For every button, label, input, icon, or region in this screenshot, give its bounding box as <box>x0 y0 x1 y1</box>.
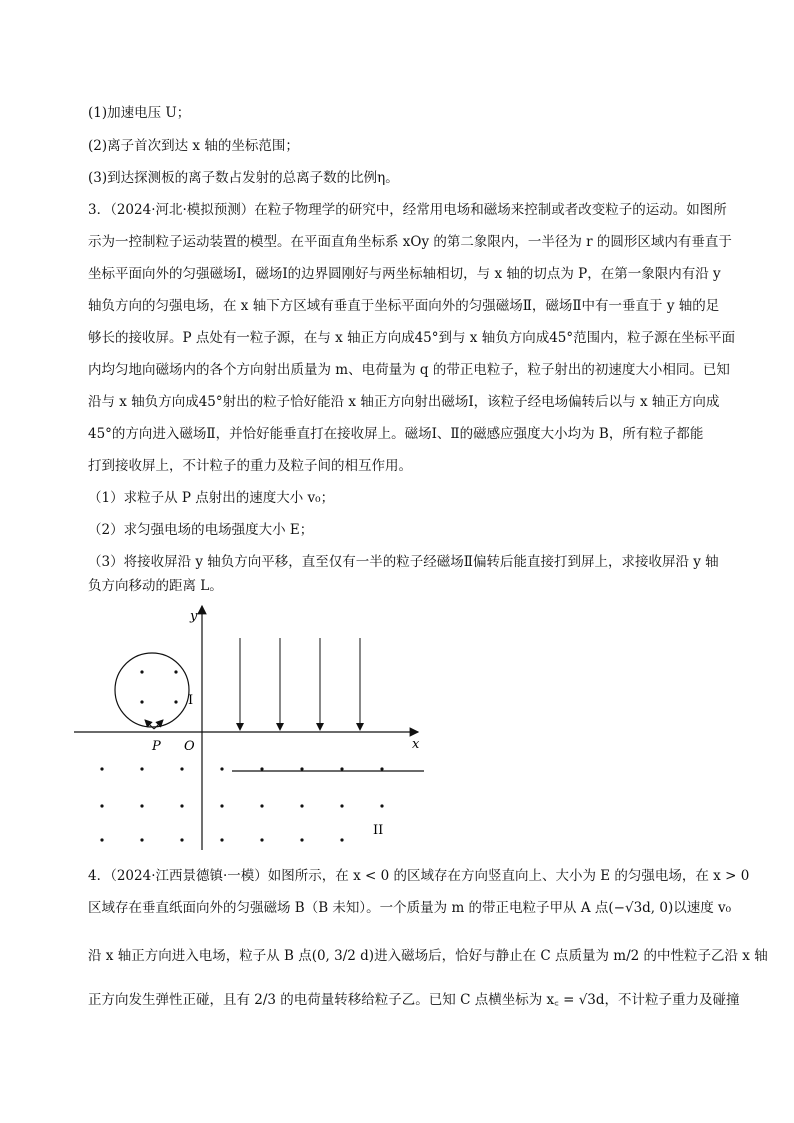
q4-line-1: 4．（2024·江西景德镇·一模）如图所示，在 x < 0 的区域存在方向竖直向上、大小为 E 的匀强电场，在 x > 0 <box>88 868 750 884</box>
q3-line-9: 打到接收屏上，不计粒子的重力及粒子间的相互作用。 <box>88 458 412 474</box>
field-dot <box>174 700 177 703</box>
q3-line-1: 3．（2024·河北·模拟预测）在粒子物理学的研究中，经常用电场和磁场来控制或者改变粒子的运动。如图所 <box>88 202 727 218</box>
field-dot <box>140 700 143 703</box>
field-I-circle <box>115 653 189 727</box>
q4-line-3: 沿 x 轴正方向进入电场，粒子从 B 点(0, 3/2 d)进入磁场后，恰好与静止在 C 点质量为 m/2 的中性粒子乙沿 x 轴 <box>88 948 768 964</box>
field-dot <box>140 838 143 841</box>
field-dot <box>140 804 143 807</box>
field-dot <box>140 670 143 673</box>
q2-sub-2: (2)离子首次到达 x 轴的坐标范围； <box>88 138 299 154</box>
field-dot <box>220 838 223 841</box>
q3-sub-2: （2）求匀强电场的电场强度大小 E； <box>88 522 314 538</box>
field-dot <box>260 767 263 770</box>
field-II-label: II <box>373 823 384 838</box>
q4-line-4: 正方向发生弹性正碰，且有 2/3 的电荷量转移给粒子乙。已知 C 点横坐标为 x꜀ = √3d，不计粒子重力及碰撞 <box>88 992 740 1008</box>
field-dot <box>340 804 343 807</box>
field-dot <box>180 838 183 841</box>
q3-line-8: 45°的方向进入磁场Ⅱ，并恰好能垂直打在接收屏上。磁场Ⅰ、Ⅱ的磁感应强度大小均为 B，所有粒子都能 <box>88 426 704 442</box>
y-label: y <box>190 609 198 624</box>
field-dot <box>300 804 303 807</box>
velocity-arrow <box>154 720 163 729</box>
q3-sub-3: （3）将接收屏沿 y 轴负方向平移，直至仅有一半的粒子经磁场Ⅱ偏转后能直接打到屏上，求接收屏沿 y 轴 <box>88 554 719 570</box>
field-I-label: I <box>188 693 194 708</box>
field-dot <box>140 767 143 770</box>
q2-sub-3: (3)到达探测板的离子数占发射的总离子数的比例η。 <box>88 170 399 186</box>
field-dot <box>180 804 183 807</box>
field-dot <box>300 838 303 841</box>
q3-line-4: 轴负方向的匀强电场，在 x 轴下方区域有垂直于坐标平面向外的匀强磁场Ⅱ，磁场Ⅱ中有一垂直于 y 轴的足 <box>88 298 720 314</box>
q4-line-2: 区域存在垂直纸面向外的匀强磁场 B（B 未知）。一个质量为 m 的带正电粒子甲从 A 点(−√3d, 0)以速度 v₀ <box>88 900 732 916</box>
field-II-dots <box>100 767 383 841</box>
field-dot <box>174 670 177 673</box>
field-dot <box>380 767 383 770</box>
q3-line-6: 内均匀地向磁场内的各个方向射出质量为 m、电荷量为 q 的带正电粒子，粒子射出的初速度大小相同。已知 <box>88 362 730 378</box>
field-dot <box>100 767 103 770</box>
q3-line-3: 坐标平面向外的匀强磁场Ⅰ，磁场Ⅰ的边界圆刚好与两坐标轴相切，与 x 轴的切点为 P，在第一象限内有沿 y <box>88 266 721 282</box>
field-dot <box>100 838 103 841</box>
field-dot <box>100 804 103 807</box>
q3-line-2: 示为一控制粒子运动装置的模型。在平面直角坐标系 xOy 的第二象限内，一半径为 r 的圆形区域内有垂直于 <box>88 234 732 250</box>
q3-figure <box>70 598 430 858</box>
field-dot <box>340 838 343 841</box>
field-dot <box>260 804 263 807</box>
field-dot <box>340 767 343 770</box>
q3-sub-3-cont: 负方向移动的距离 L。 <box>88 578 223 594</box>
q3-line-7: 沿与 x 轴负方向成45°射出的粒子恰好能沿 x 轴正方向射出磁场Ⅰ，该粒子经电场偏转后以与 x 轴正方向成 <box>88 394 720 410</box>
x-label: x <box>412 737 420 752</box>
field-dot <box>260 838 263 841</box>
q3-line-5: 够长的接收屏。P 点处有一粒子源，在与 x 轴正方向成45°到与 x 轴负方向成45°范围内，粒子源在坐标平面 <box>88 330 736 346</box>
field-dot <box>300 767 303 770</box>
field-dot <box>380 804 383 807</box>
field-dot <box>180 767 183 770</box>
q2-sub-1: (1)加速电压 U； <box>88 105 191 121</box>
field-dot <box>220 767 223 770</box>
origin-label: O <box>184 739 195 754</box>
point-p-label: P <box>152 739 161 754</box>
velocity-arrow <box>145 720 154 729</box>
field-dot <box>220 804 223 807</box>
q3-sub-1: （1）求粒子从 P 点射出的速度大小 v₀； <box>88 490 335 506</box>
